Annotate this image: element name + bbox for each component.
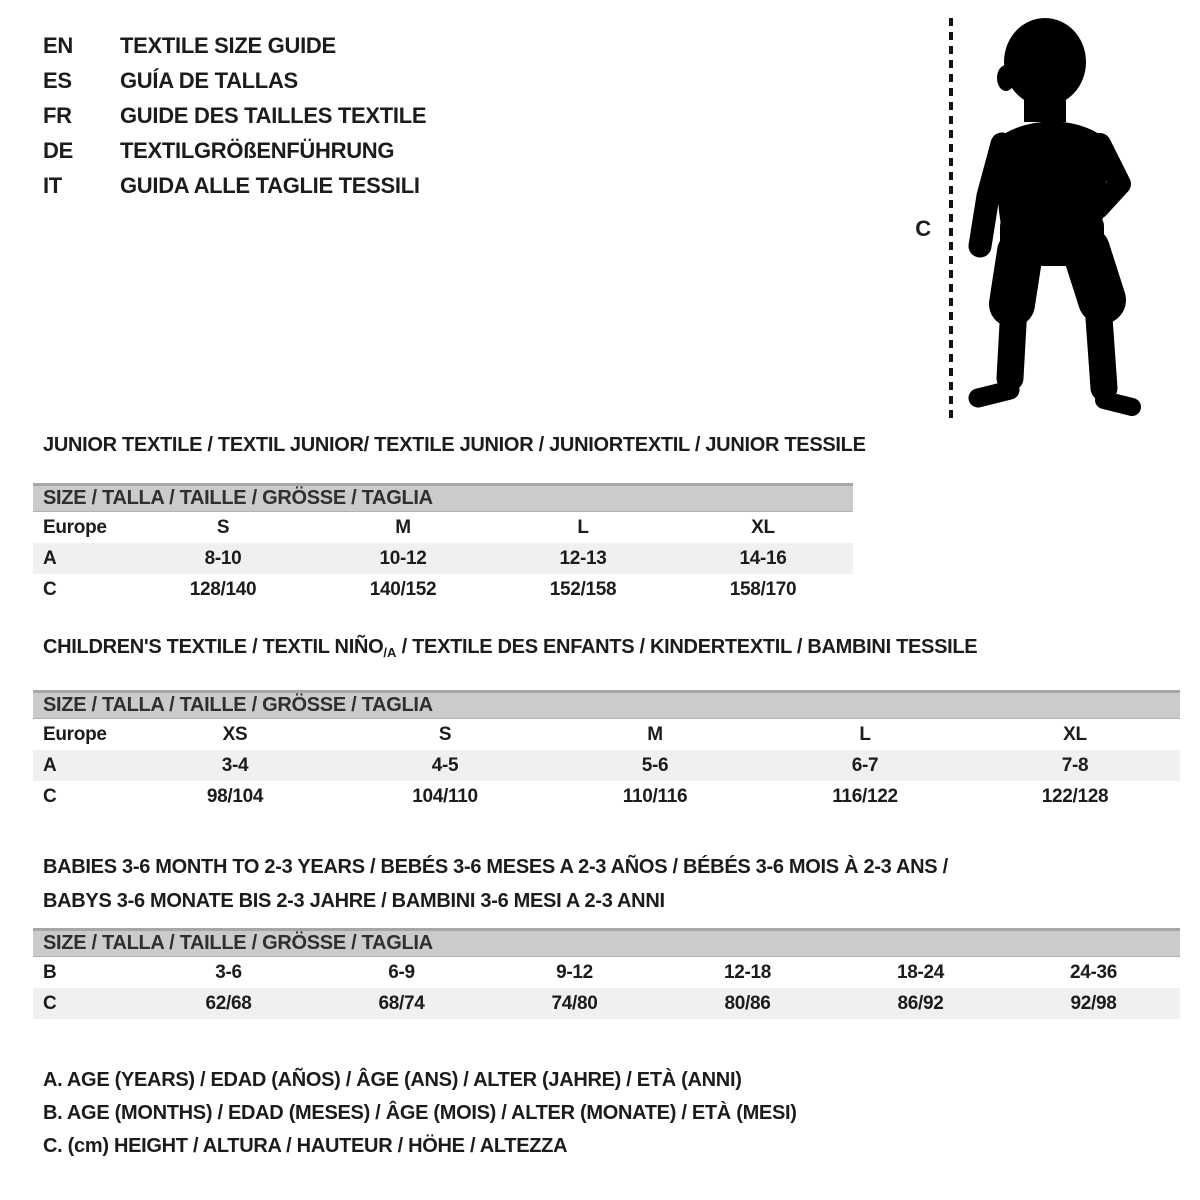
size-cell: S bbox=[438, 723, 452, 745]
size-cell: XL bbox=[751, 516, 775, 538]
height-cell: 80/86 bbox=[661, 988, 834, 1019]
height-cell: 158/170 bbox=[729, 578, 797, 600]
measure-label-c: C bbox=[915, 216, 931, 241]
row-label: B bbox=[43, 961, 57, 983]
legend-item-height: C. (cm) HEIGHT / ALTURA / HAUTEUR / HÖHE / ALTEZZA bbox=[43, 1135, 568, 1157]
table-row bbox=[33, 512, 853, 543]
language-title: TEXTILGRÖßENFÜHRUNG bbox=[120, 138, 395, 163]
size-table-header: SIZE / TALLA / TAILLE / GRÖSSE / TAGLIA bbox=[33, 690, 1180, 719]
language-row bbox=[43, 133, 426, 168]
section-title-subscript: /A bbox=[383, 645, 397, 660]
height-cell: 98/104 bbox=[206, 785, 264, 807]
language-title: GUÍA DE TALLAS bbox=[120, 68, 298, 93]
legend-item-age-years: A. AGE (YEARS) / EDAD (AÑOS) / ÂGE (ANS) / ALTER (JAHRE) / ETÀ (ANNI) bbox=[43, 1069, 742, 1091]
age-cell: 6-7 bbox=[760, 750, 970, 781]
age-cell: 8-10 bbox=[133, 543, 313, 574]
size-table-header: SIZE / TALLA / TAILLE / GRÖSSE / TAGLIA bbox=[33, 483, 853, 512]
age-cell: 9-12 bbox=[556, 961, 593, 983]
height-cell: 74/80 bbox=[488, 988, 661, 1019]
row-label: A bbox=[33, 543, 133, 574]
row-label: Europe bbox=[43, 723, 107, 745]
table-row bbox=[33, 988, 1180, 1019]
children-size-table bbox=[33, 690, 1180, 812]
height-cell: 110/116 bbox=[622, 785, 688, 807]
size-cell: L bbox=[577, 516, 589, 538]
age-cell: 3-4 bbox=[130, 750, 340, 781]
babies-size-table bbox=[33, 928, 1180, 1019]
row-label: Europe bbox=[43, 516, 107, 538]
height-cell: 62/68 bbox=[142, 988, 315, 1019]
section-title-children bbox=[43, 636, 977, 660]
size-cell: M bbox=[395, 516, 411, 538]
size-table-header: SIZE / TALLA / TAILLE / GRÖSSE / TAGLIA bbox=[33, 928, 1180, 957]
size-cell: L bbox=[859, 723, 871, 745]
age-cell: 18-24 bbox=[896, 961, 945, 983]
size-cell: M bbox=[647, 723, 663, 745]
height-cell: 128/140 bbox=[189, 578, 257, 600]
language-row bbox=[43, 98, 426, 133]
language-code: DE bbox=[43, 138, 73, 163]
language-row bbox=[43, 28, 426, 63]
babies-table-grid bbox=[33, 957, 1180, 1019]
legend-item-age-months: B. AGE (MONTHS) / EDAD (MESES) / ÂGE (MOIS) / ALTER (MONATE) / ETÀ (MESI) bbox=[43, 1102, 797, 1124]
section-title-text: CHILDREN'S TEXTILE / TEXTIL NIÑO bbox=[43, 636, 384, 658]
height-cell: 86/92 bbox=[834, 988, 1007, 1019]
height-cell: 152/158 bbox=[549, 578, 617, 600]
age-cell: 12-13 bbox=[493, 543, 673, 574]
table-row bbox=[33, 957, 1180, 988]
toddler-silhouette-icon bbox=[978, 18, 1132, 407]
section-title-line: BABIES 3-6 MONTH TO 2-3 YEARS / BEBÉS 3-6 MESES A 2-3 AÑOS / BÉBÉS 3-6 MOIS À 2-3 ANS / bbox=[43, 856, 948, 878]
height-cell: 140/152 bbox=[369, 578, 437, 600]
language-title: TEXTILE SIZE GUIDE bbox=[120, 33, 336, 58]
language-row bbox=[43, 168, 426, 203]
height-cell: 68/74 bbox=[315, 988, 488, 1019]
age-cell: 7-8 bbox=[970, 750, 1180, 781]
height-cell: 104/110 bbox=[412, 785, 478, 807]
row-label: C bbox=[43, 578, 57, 600]
language-row bbox=[43, 63, 426, 98]
language-code: IT bbox=[43, 173, 62, 198]
age-cell: 12-18 bbox=[723, 961, 772, 983]
age-cell: 24-36 bbox=[1069, 961, 1118, 983]
age-cell: 14-16 bbox=[673, 543, 853, 574]
legend bbox=[43, 1064, 797, 1163]
table-row bbox=[33, 781, 1180, 812]
language-code: EN bbox=[43, 33, 73, 58]
language-header-list bbox=[43, 28, 426, 203]
table-row bbox=[33, 750, 1180, 781]
age-cell: 5-6 bbox=[550, 750, 760, 781]
age-cell: 6-9 bbox=[388, 961, 415, 983]
table-row bbox=[33, 719, 1180, 750]
section-title-line: BABYS 3-6 MONATE BIS 2-3 JAHRE / BAMBINI 3-6 MESI A 2-3 ANNI bbox=[43, 890, 665, 912]
section-title-text: / TEXTILE DES ENFANTS / KINDERTEXTIL / BAMBINI TESSILE bbox=[396, 636, 978, 658]
section-title-junior: JUNIOR TEXTILE / TEXTIL JUNIOR/ TEXTILE JUNIOR / JUNIORTEXTIL / JUNIOR TESSILE bbox=[43, 434, 866, 456]
language-title: GUIDE DES TAILLES TEXTILE bbox=[120, 103, 427, 128]
height-cell: 92/98 bbox=[1007, 988, 1180, 1019]
junior-size-table bbox=[33, 483, 853, 605]
size-cell: XL bbox=[1063, 723, 1087, 745]
row-label: C bbox=[43, 785, 57, 807]
table-row bbox=[33, 543, 853, 574]
language-title: GUIDA ALLE TAGLIE TESSILI bbox=[120, 173, 420, 198]
language-code: FR bbox=[43, 103, 72, 128]
age-cell: 4-5 bbox=[340, 750, 550, 781]
section-title-babies bbox=[43, 850, 948, 918]
row-label: C bbox=[33, 988, 142, 1019]
junior-table-grid bbox=[33, 512, 853, 605]
children-table-grid bbox=[33, 719, 1180, 812]
row-label: A bbox=[33, 750, 130, 781]
age-cell: 3-6 bbox=[215, 961, 242, 983]
language-code: ES bbox=[43, 68, 72, 93]
figure-canvas bbox=[905, 10, 1155, 430]
size-cell: XS bbox=[222, 723, 248, 745]
age-cell: 10-12 bbox=[313, 543, 493, 574]
height-cell: 116/122 bbox=[832, 785, 898, 807]
table-row bbox=[33, 574, 853, 605]
height-measure-figure bbox=[905, 10, 1155, 430]
height-cell: 122/128 bbox=[1041, 785, 1109, 807]
size-cell: S bbox=[216, 516, 230, 538]
